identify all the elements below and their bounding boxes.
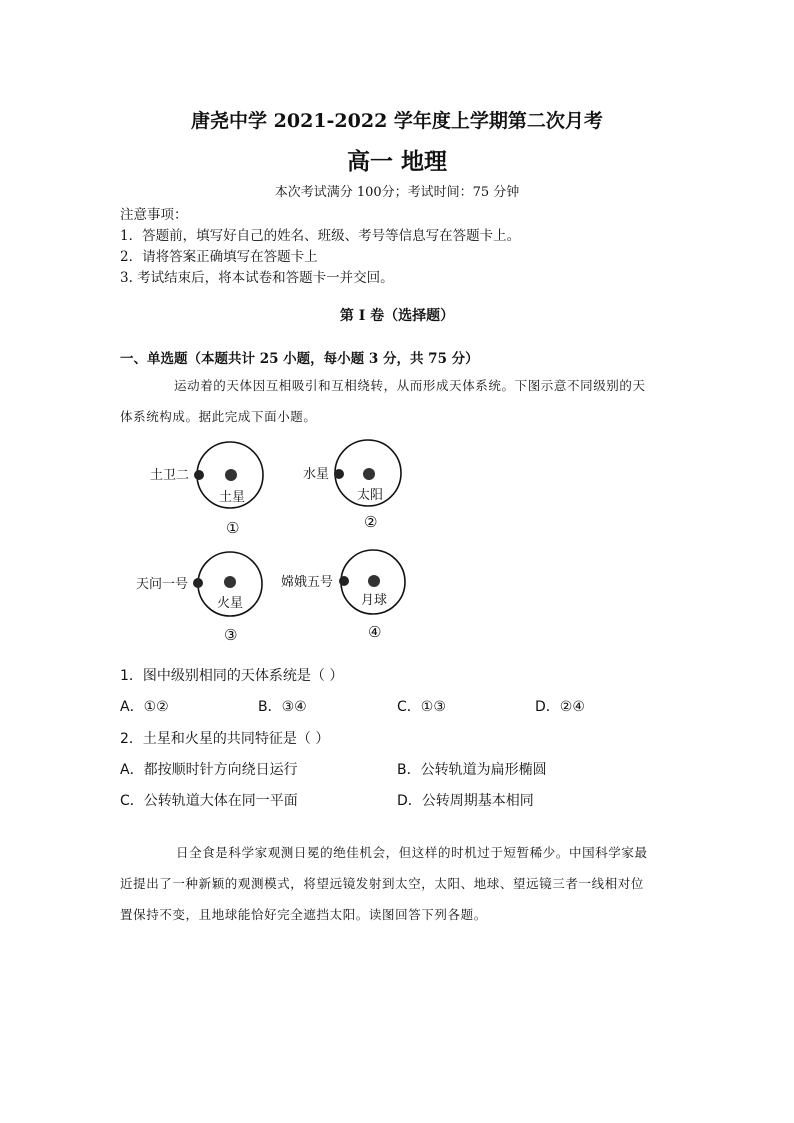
center-body-icon [368,575,380,587]
center-label: 土星 [219,490,246,505]
satellite-label: 天问一号 [136,577,189,592]
passage2-line3: 置保持不变，且地球能恰好完全遮挡太阳。读图回答下列各题。 [120,907,487,922]
satellite-label: 嫦娥五号 [281,575,334,590]
question-2-option-d: D．公转周期基本相同 [397,793,534,809]
exam-meta: 本次考试满分 100分；考试时间：75 分钟 [274,185,520,200]
notice-item-1: 1．答题前，填写好自己的姓名、班级、考号等信息写在答题卡上。 [120,228,521,244]
question-2-option-c: C．公转轨道大体在同一平面 [120,793,298,809]
system-4 [281,550,405,641]
exam-title: 唐尧中学 2021-2022 学年度上学期第二次月考 [191,110,603,132]
center-body-icon [225,469,237,481]
section-title: 第 I 卷（选择题） [339,308,455,324]
question-2-option-b: B．公转轨道为扁形椭圆 [397,762,547,778]
center-body-icon [363,468,375,480]
passage1-line1: 运动着的天体因互相吸引和互相绕转，从而形成天体系统。下图示意不同级别的天 [174,378,646,393]
system-number: ③ [224,626,238,644]
exam-subject: 高一 地理 [346,148,447,175]
satellite-icon [193,578,203,588]
satellite-label: 水星 [303,467,330,482]
center-label: 太阳 [357,488,384,503]
satellite-icon [339,576,349,586]
question-1-stem: 1．图中级别相同的天体系统是（ ） [120,668,344,684]
question-2-stem: 2．土星和火星的共同特征是（ ） [120,731,330,747]
notice-item-2: 2．请将答案正确填写在答题卡上 [120,249,318,265]
system-2 [303,440,401,531]
part-heading: 一、单选题（本题共计 25 小题，每小题 3 分，共 75 分） [120,351,479,367]
center-body-icon [224,576,236,588]
notice-heading: 注意事项： [120,207,188,223]
system-3 [136,552,262,644]
satellite-icon [334,469,344,479]
system-1 [150,442,263,537]
passage2-line1: 日全食是科学家观测日冕的绝佳机会，但这样的时机过于短暂稀少。中国科学家最 [176,845,648,860]
system-number: ④ [368,623,382,641]
passage2-line2: 近提出了一种新颖的观测模式，将望远镜发射到太空，太阳、地球、望远镜三者一线相对位 [120,876,645,891]
system-number: ① [226,519,240,537]
question-1-option-d: D．②④ [535,699,585,715]
satellite-label: 土卫二 [150,468,190,483]
question-1-option-b: B．③④ [258,699,307,715]
question-1-option-c: C．①③ [397,699,446,715]
satellite-icon [194,470,204,480]
question-1-option-a: A．①② [120,699,169,715]
system-number: ② [364,513,378,531]
center-label: 月球 [361,593,388,608]
passage1-line2: 体系统构成。据此完成下面小题。 [120,409,317,424]
celestial-systems-diagram [130,432,430,652]
notice-item-3: 3. 考试结束后，将本试卷和答题卡一并交回。 [120,270,394,286]
center-label: 火星 [217,596,244,611]
question-2-option-a: A．都按顺时针方向绕日运行 [120,762,298,778]
